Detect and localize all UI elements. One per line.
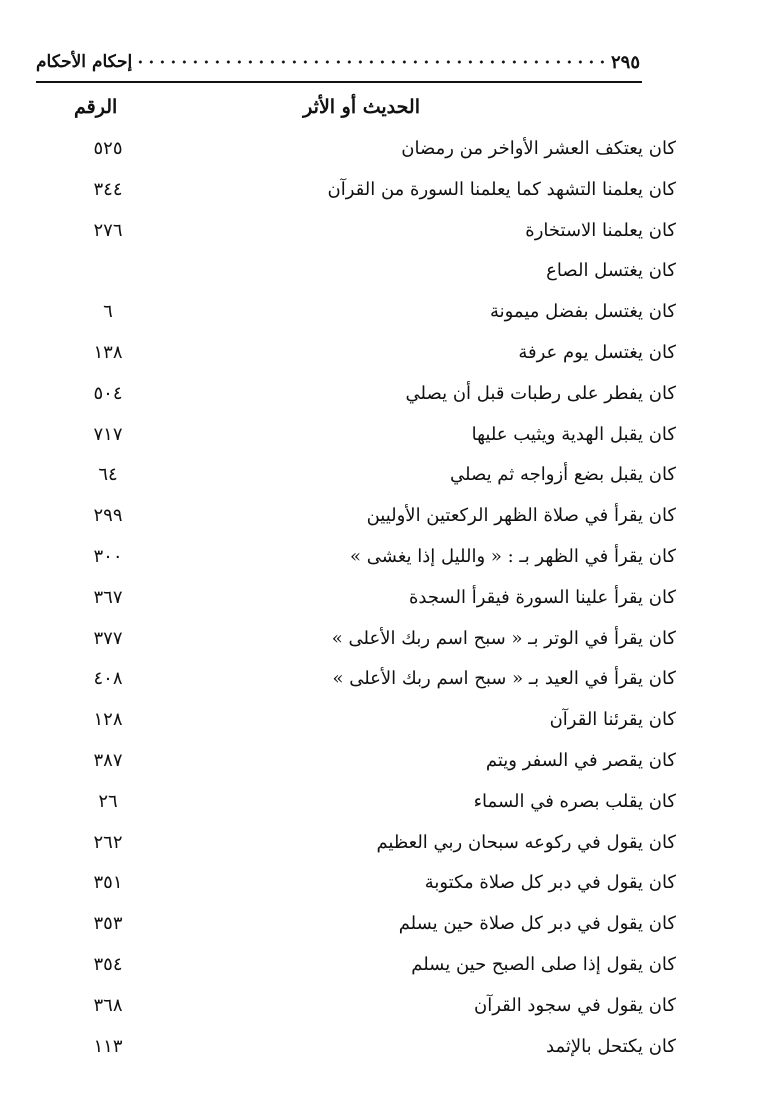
hadith-text: كان يقول في ركوعه سبحان ربي العظيم (376, 831, 676, 853)
reference-number: ٣٦٧ (93, 586, 123, 608)
reference-number: ٥٢٥ (93, 138, 123, 159)
page-number: ٢٩٥ (610, 51, 640, 73)
hadith-text: كان يقول في دبر كل صلاة مكتوبة (424, 872, 676, 894)
reference-number: ٣٥١ (93, 872, 123, 894)
reference-number: ١١٣ (93, 1035, 123, 1057)
index-row (36, 173, 676, 214)
index-row (36, 1030, 676, 1071)
reference-number: ٣٧٧ (93, 627, 123, 649)
index-row (36, 377, 676, 418)
hadith-text: كان يقلب بصره في السماء (473, 790, 676, 812)
hadith-text: كان يقرأ في العيد بـ « سبح اسم ربك الأعلى » (332, 668, 676, 690)
hadith-text: كان يقرأ في الظهر بـ : « والليل إذا يغشى » (350, 545, 676, 567)
reference-number: ١٢٨ (93, 709, 123, 731)
hadith-text: كان يقول في سجود القرآن (473, 994, 676, 1016)
column-header-hadith: الحديث أو الأثر (303, 96, 420, 118)
hadith-text: كان يغتسل يوم عرفة (518, 341, 676, 363)
hadith-text: كان يقرأ في الوتر بـ « سبح اسم ربك الأعلى » (331, 627, 676, 649)
reference-number: ٣٨٧ (93, 749, 123, 771)
reference-number: ٦ (103, 301, 113, 323)
hadith-text: كان يقبل بضع أزواجه ثم يصلي (450, 464, 676, 486)
index-row (36, 622, 676, 663)
header-rule (36, 81, 642, 83)
hadith-text: كان يقرأ في صلاة الظهر الركعتين الأوليين (366, 505, 676, 527)
index-row (36, 458, 676, 499)
hadith-text: كان يقرأ علينا السورة فيقرأ السجدة (408, 586, 676, 608)
hadith-text: كان يعلمنا الاستخارة (525, 219, 676, 241)
index-row (36, 948, 676, 989)
index-row (36, 540, 676, 581)
reference-number: ٢٧٦ (93, 219, 123, 241)
index-row (36, 214, 676, 255)
reference-number: ٣٦٨ (93, 994, 123, 1016)
index-row (36, 418, 676, 459)
reference-number: ٢٦٢ (93, 831, 123, 853)
column-header-number: الرقم (74, 96, 118, 118)
index-list (36, 132, 676, 1070)
hadith-text: كان يفطر على رطبات قبل أن يصلي (405, 382, 676, 404)
reference-number: ٥٠٤ (93, 382, 123, 404)
hadith-text: كان يقرئنا القرآن (549, 709, 676, 731)
running-head (36, 48, 640, 76)
index-row (36, 866, 676, 907)
reference-number: ٣٥٣ (93, 913, 123, 935)
index-row (36, 703, 676, 744)
hadith-text: كان يغتسل بفضل ميمونة (489, 301, 676, 323)
index-row (36, 662, 676, 703)
hadith-text: كان يقول في دبر كل صلاة حين يسلم (398, 913, 676, 935)
hadith-text: كان يكتحل بالإثمد (546, 1035, 676, 1057)
index-row (36, 744, 676, 785)
reference-number: ٤٠٨ (93, 668, 123, 690)
hadith-text: كان يقول إذا صلى الصبح حين يسلم (411, 953, 676, 975)
hadith-text: كان يغتسل الصاع (546, 260, 676, 282)
index-row (36, 295, 676, 336)
reference-number: ٣٤٤ (93, 178, 123, 200)
running-title: إحكام الأحكام (36, 52, 133, 72)
reference-number: ١٣٨ (93, 341, 123, 363)
index-row (36, 826, 676, 867)
reference-number: ٦٤ (98, 464, 118, 486)
hadith-text: كان يقصر في السفر ويتم (485, 749, 676, 771)
reference-number: ٣٠٠ (93, 545, 123, 567)
reference-number: ٢٦ (98, 790, 118, 812)
index-row (36, 132, 676, 173)
index-row (36, 989, 676, 1030)
reference-number: ٢٩٩ (93, 505, 123, 527)
index-row (36, 254, 676, 295)
index-row (36, 336, 676, 377)
reference-number: ٣٥٤ (93, 953, 123, 975)
hadith-text: كان يقبل الهدية ويثيب عليها (471, 423, 676, 445)
leader-dots (138, 60, 605, 64)
index-row (36, 499, 676, 540)
index-row (36, 581, 676, 622)
index-row (36, 907, 676, 948)
column-headers (36, 92, 676, 128)
index-row (36, 785, 676, 826)
hadith-text: كان يعلمنا التشهد كما يعلمنا السورة من القرآن (327, 178, 676, 200)
hadith-text: كان يعتكف العشر الأواخر من رمضان (401, 138, 676, 159)
reference-number: ٧١٧ (93, 423, 123, 445)
